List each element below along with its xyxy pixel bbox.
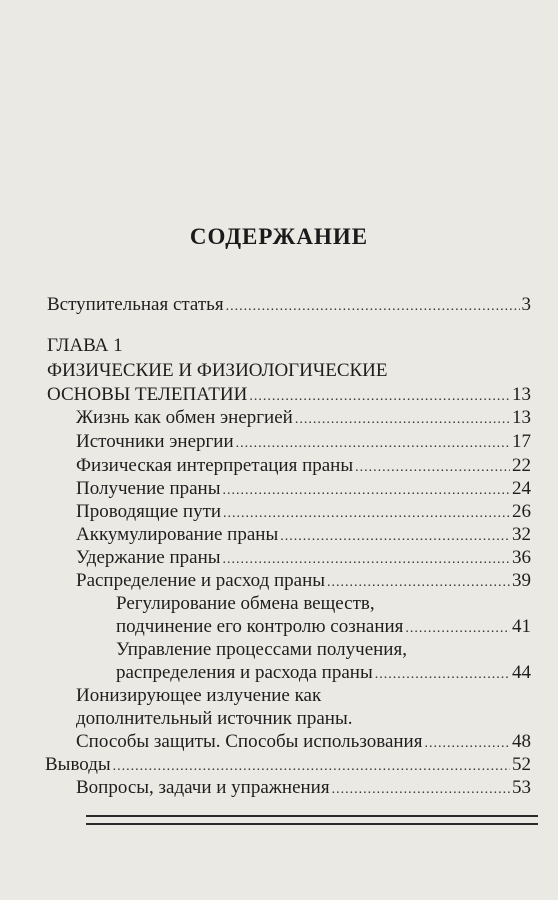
toc-leader-dots [332,778,510,801]
toc-leader-dots [249,385,510,408]
chapter-title-line1: ФИЗИЧЕСКИЕ И ФИЗИОЛОГИЧЕСКИЕ [47,360,388,381]
toc-entry-label: Удержание праны [76,547,221,568]
toc-page-number: 41 [512,616,531,637]
toc-page-number: 52 [512,754,531,775]
toc-leader-dots [424,732,510,755]
toc-entry-chapter[interactable] [47,383,531,408]
toc-subsection-line1: Регулирование обмена веществ, [116,593,375,614]
toc-entry-label: Вопросы, задачи и упражнения [76,777,330,798]
toc-page-number: 44 [512,662,531,683]
toc-leader-dots [355,456,510,479]
toc-entry-section[interactable] [76,523,531,548]
toc-entry-conclusions[interactable] [45,753,531,778]
toc-entry-label: Вступительная статья [47,294,224,315]
toc-entry-ionizing-line1[interactable]: Ионизирующее излучение как [76,685,322,706]
toc-entry-section[interactable] [76,406,531,431]
toc-page-number: 3 [521,294,531,315]
toc-subsection-line1: Управление процессами получения, [116,639,407,660]
toc-entry-label: Источники энергии [76,431,234,452]
toc-page-number: 13 [512,384,531,405]
toc-entry-label: Физическая интерпретация праны [76,455,354,476]
toc-entry-label: подчинение его контролю сознания [116,616,404,637]
toc-page-number: 36 [512,547,531,568]
toc-entry-protection[interactable] [76,730,531,755]
toc-entry-label: Проводящие пути [76,501,222,522]
toc-leader-dots [223,502,510,525]
page-title: СОДЕРЖАНИЕ [189,224,369,249]
toc-page-number: 48 [512,731,531,752]
toc-page-number: 24 [512,478,531,499]
toc-leader-dots [236,432,510,455]
toc-entry-label: Аккумулирование праны [76,524,279,545]
toc-entry-subsection[interactable] [116,661,531,686]
toc-entry-section[interactable] [76,454,531,479]
toc-entry-label: Распределение и расход праны [76,570,326,591]
toc-entry-section[interactable] [76,546,531,571]
toc-leader-dots [375,663,510,686]
toc-page-number: 39 [512,570,531,591]
toc-page-number: 22 [512,455,531,476]
toc-leader-dots [405,617,510,640]
toc-entry-intro[interactable] [47,293,531,318]
toc-entry-label: Выводы [45,754,111,775]
toc-page-number: 26 [512,501,531,522]
toc-entry-label: Способы защиты. Способы использования [76,731,423,752]
chapter-title-line2: ОСНОВЫ ТЕЛЕПАТИИ [47,384,248,405]
chapter-label: ГЛАВА 1 [47,335,123,356]
toc-page-number: 53 [512,777,531,798]
toc-entry-section[interactable] [76,430,531,455]
toc-leader-dots [226,295,520,318]
toc-entry-label: Жизнь как обмен энергией [76,407,293,428]
toc-leader-dots [223,479,511,502]
toc-entry-ionizing-line2[interactable]: дополнительный источник праны. [76,708,353,729]
toc-page-number: 32 [512,524,531,545]
toc-leader-dots [295,408,510,431]
toc-page-number: 13 [512,407,531,428]
toc-page-number: 17 [512,431,531,452]
divider-rule-top [86,815,538,817]
toc-entry-questions[interactable] [76,776,531,801]
toc-leader-dots [280,525,510,548]
toc-entry-section[interactable] [76,569,531,594]
toc-leader-dots [223,548,510,571]
toc-entry-section[interactable] [76,500,531,525]
toc-leader-dots [113,755,510,778]
toc-entry-section[interactable] [76,477,531,502]
toc-entry-subsection[interactable] [116,615,531,640]
toc-entry-label: Получение праны [76,478,221,499]
toc-entry-label: распределения и расхода праны [116,662,373,683]
divider-rule-bottom [86,823,538,825]
toc-leader-dots [327,571,510,594]
